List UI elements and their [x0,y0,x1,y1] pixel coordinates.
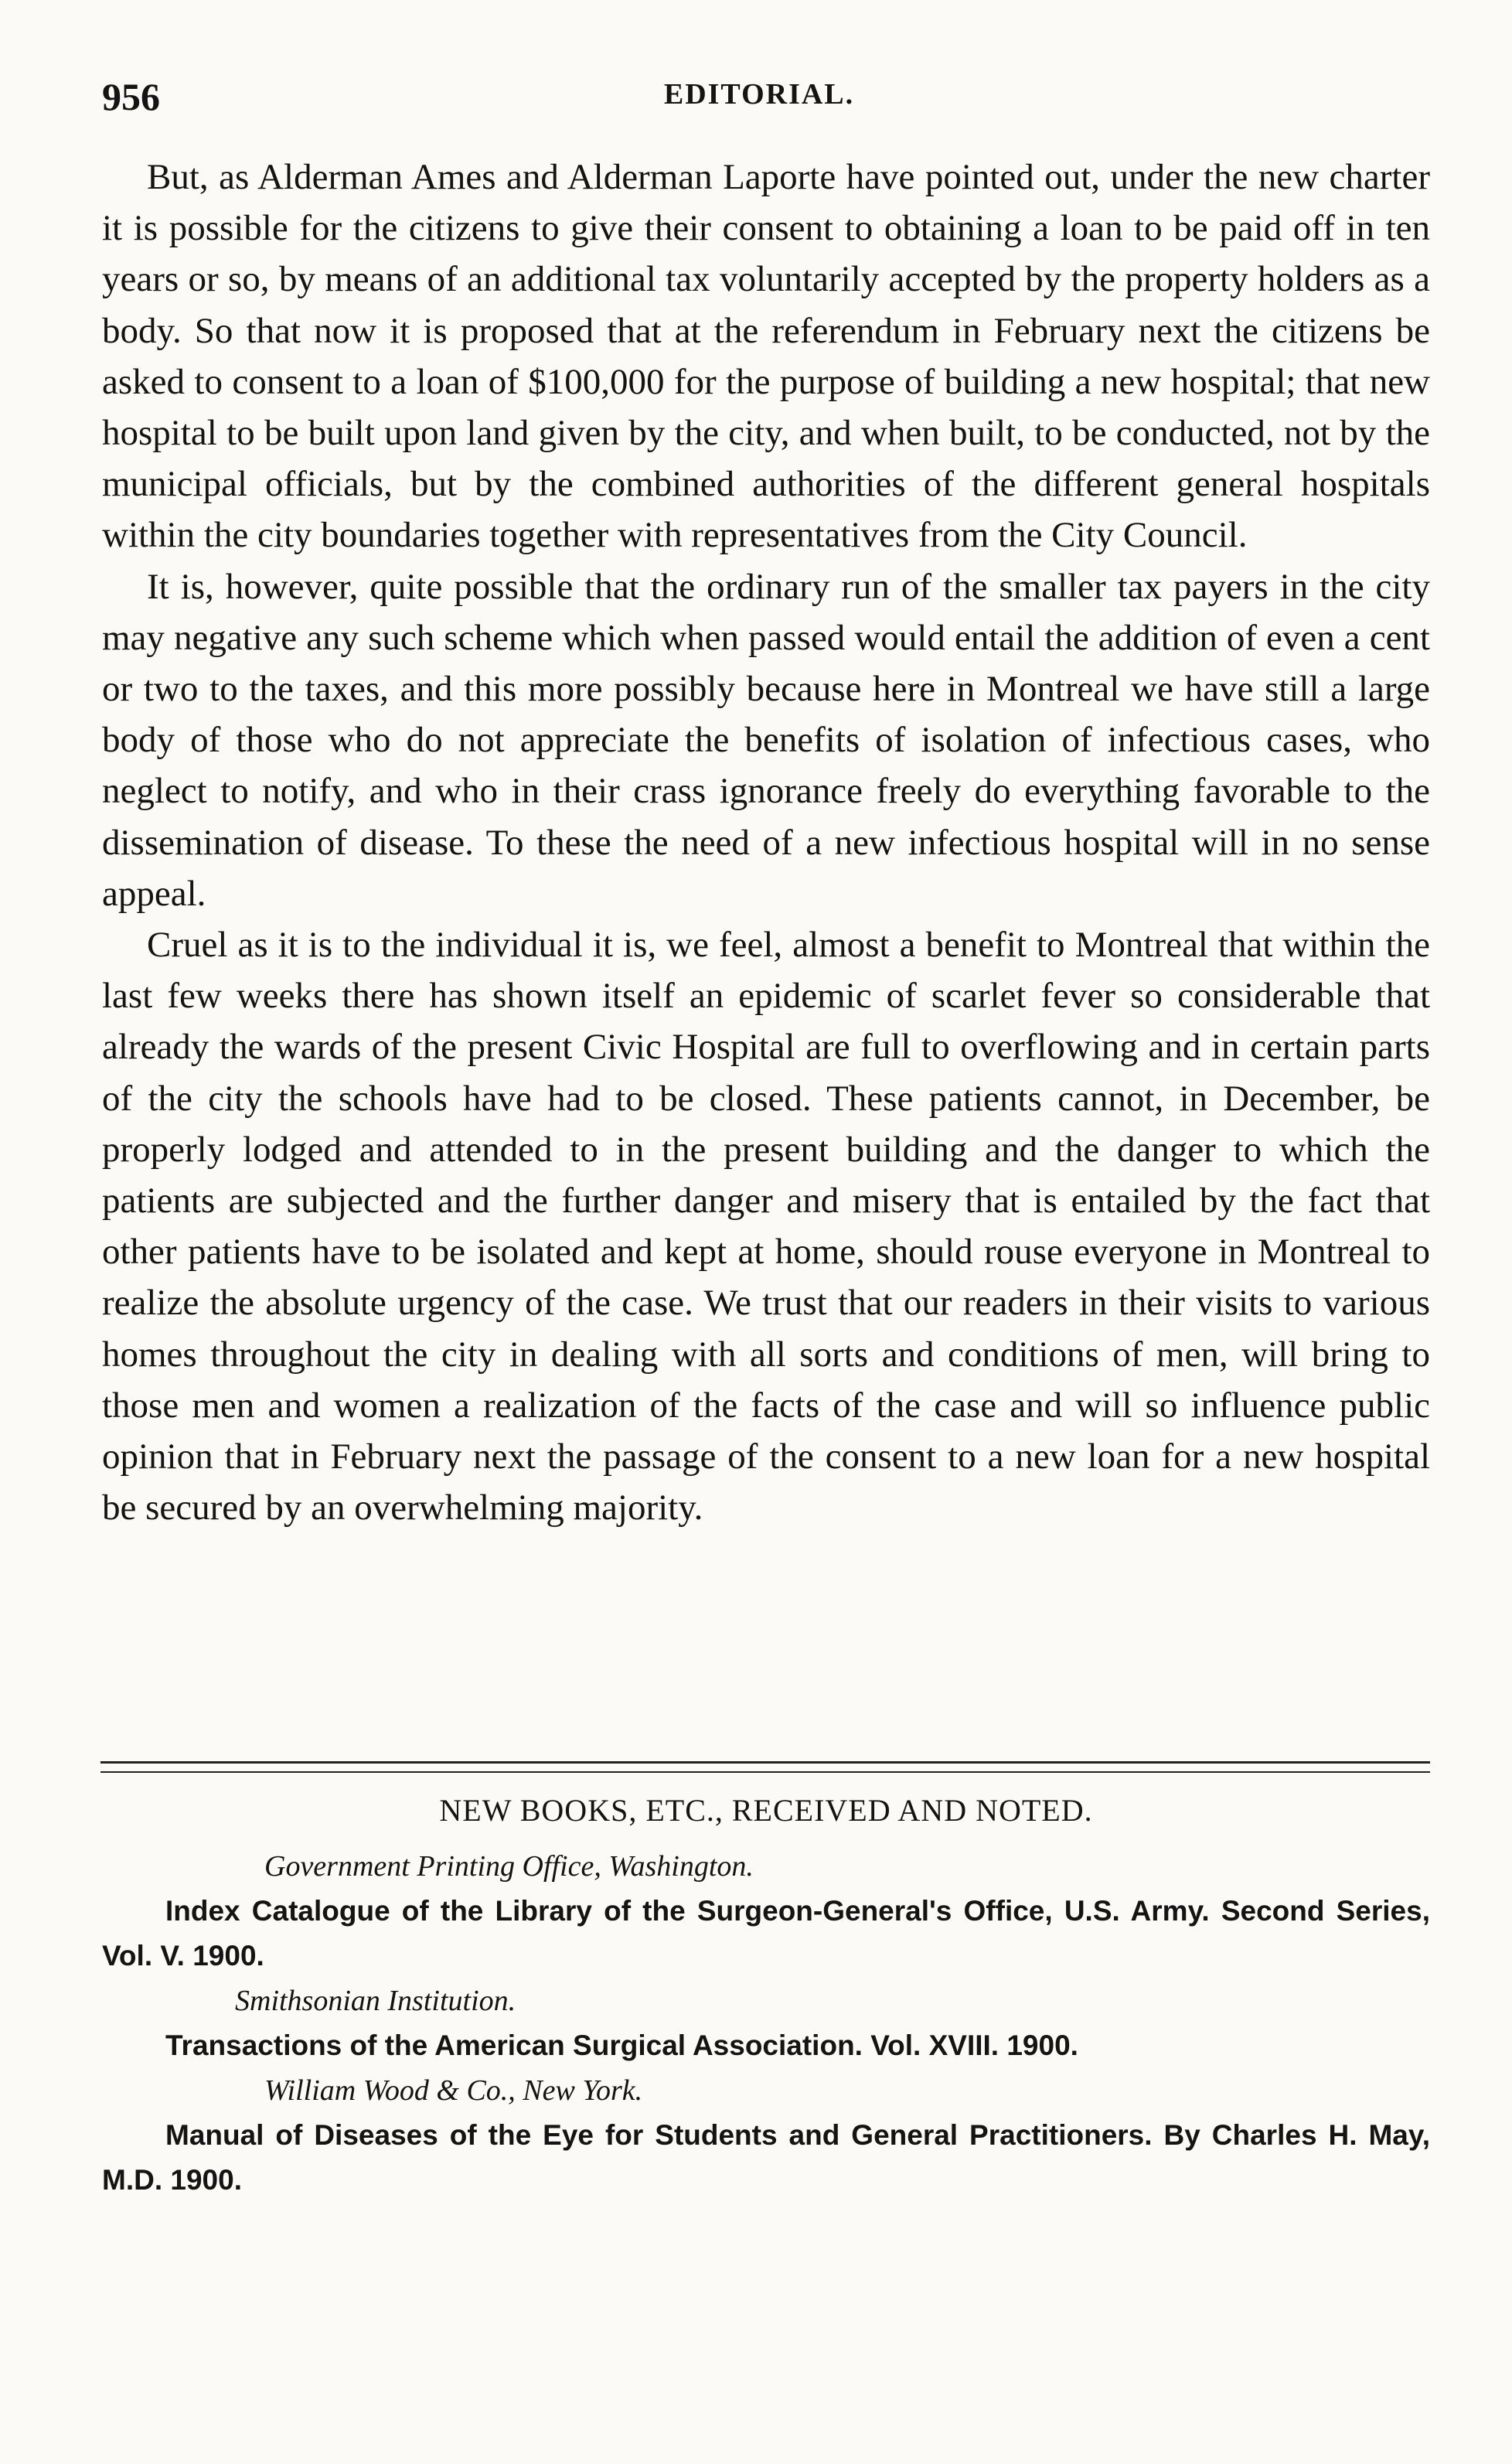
book-title: Transactions of the American Surgical Association. Vol. XVIII. 1900. [165,2029,1078,2061]
page-number: 956 [102,75,160,118]
paragraph: It is, however, quite possible that the ordinary run of the smaller tax payers in the city may negative any such scheme which when passed would entail the addition of even a cent or two to the taxes, and this more possibly because here in Montreal we have still a large body of those who do not appreciate the benefits of isolation of infectious cases, who neglect to notify, and who in their crass ignorance freely do everything favorable to the dissemination of disease. To these the need of a new infectious hospital will in no sense appeal. [102,566,1430,914]
section-divider [100,1761,1430,1773]
book-title: Manual of Diseases of the Eye for Students and General Practitioners. By Charles H. May, M.D. 1900. [102,2119,1430,2196]
paragraph: Cruel as it is to the individual it is, we feel, almost a benefit to Montreal that within the last few weeks there has shown itself an epidemic of scarlet fever so considerable that already the wards of the present Civic Hospital are full to overflowing and in certain parts of the city the schools have had to be closed. These patients cannot, in December, be properly lodged and attended to in the present building and the danger to which the patients are subjected and the further danger and misery that is entailed by the fact that other patients have to be isolated and kept at home, should rouse everyone in Montreal to realize the absolute urgency of the case. We trust that our readers in their visits to various homes throughout the city in dealing with all sorts and conditions of men, will bring to those men and women a realization of the facts of the case and will so influence public opinion that in February next the passage of the consent to a new loan for a new hospital be secured by an overwhelming majority. [102,925,1430,1528]
publisher: Smithsonian Institution. [235,1985,516,2017]
book-title: Index Catalogue of the Library of the Surgeon-General's Office, U.S. Army. Second Series, Vol. V. 1900. [102,1895,1430,1972]
section-heading: NEW BOOKS, ETC., RECEIVED AND NOTED. [439,1793,1093,1828]
editorial-body [102,152,1430,1533]
publisher: Government Printing Office, Washington. [264,1850,754,1883]
page-header [102,74,1416,124]
paragraph: But, as Alderman Ames and Alderman Laporte have pointed out, under the new charter it is possible for the citizens to give their consent to obtaining a loan to be paid off in ten years or so, by means of an additional tax voluntarily accepted by the property holders as a body. So that now it is proposed that at the referendum in February next the citizens be asked to consent to a loan of $100,000 for the purpose of building a new hospital; that new hospital to be built upon land given by the city, and when built, to be conducted, not by the municipal officials, but by the combined authorities of the different general hospitals within the city boundaries together with representatives from the City Council. [102,157,1430,556]
publisher: William Wood & Co., New York. [264,2074,643,2107]
new-books-section [102,1792,1430,2203]
running-head: EDITORIAL. [663,78,855,111]
